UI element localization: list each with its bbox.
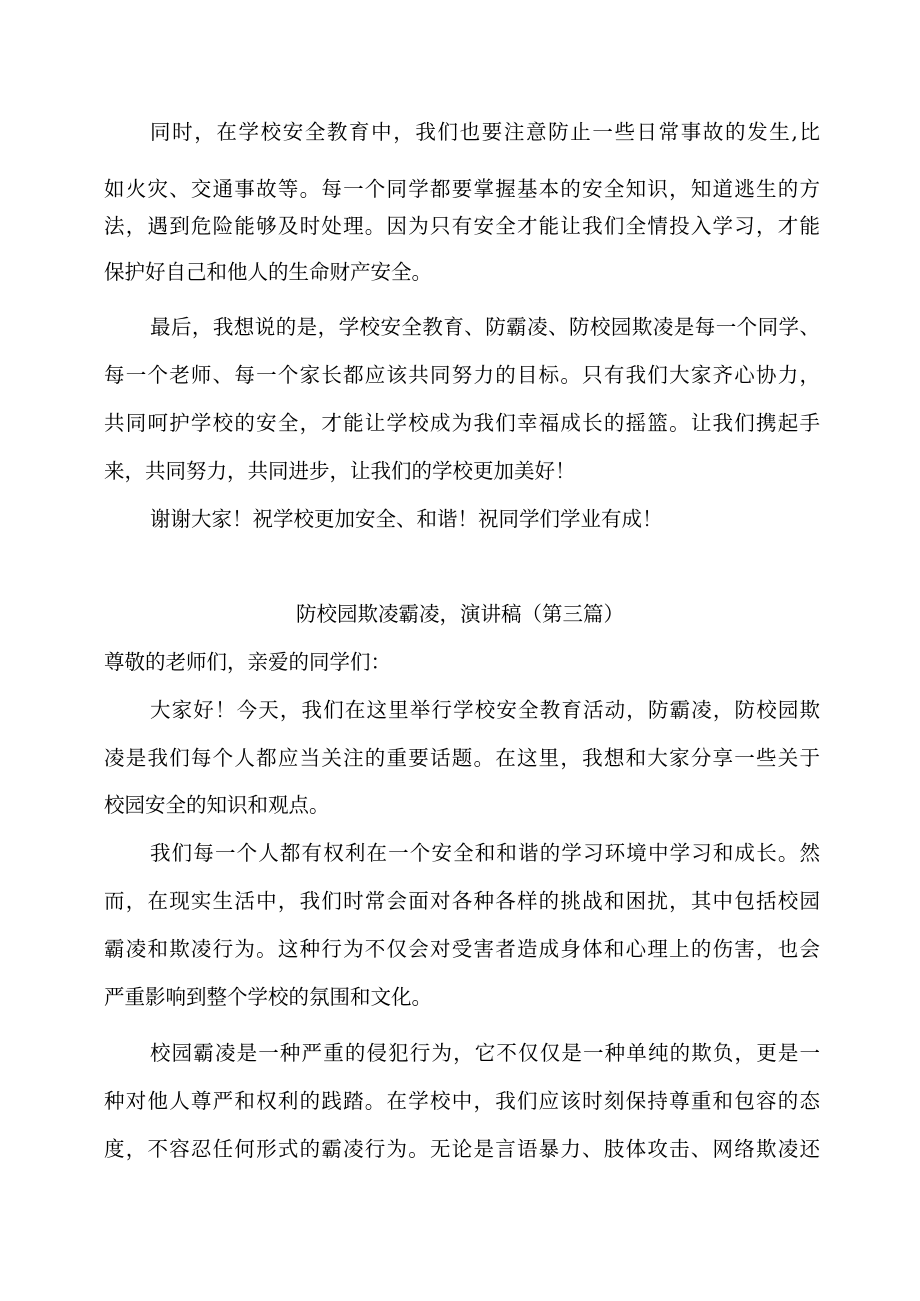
section-title: 防校园欺凌霸凌，演讲稿（第三篇）	[296, 602, 624, 626]
text-line: 保护好自己和他人的生命财产安全。	[104, 260, 432, 284]
text-line: 霸凌和欺凌行为。这种行为不仅会对受害者造成身体和心理上的伤害，也会	[104, 937, 820, 961]
salutation: 尊敬的老师们，亲爱的同学们：	[104, 650, 391, 674]
text-line: 如火灾、交通事故等。每一个同学都要掌握基本的安全知识，知道逃生的方	[104, 177, 820, 201]
text-line: 校园霸凌是一种严重的侵犯行为，它不仅仅是一种单纯的欺负，更是一	[150, 1041, 820, 1065]
text-line: 我们每一个人都有权利在一个安全和和谐的学习环境中学习和成长。然	[150, 841, 820, 865]
text-line: 而，在现实生活中，我们时常会面对各种各样的挑战和困扰，其中包括校园	[104, 889, 820, 913]
text-line: 凌是我们每个人都应当关注的重要话题。在这里，我想和大家分享一些关于	[104, 746, 820, 770]
text-line: 同时，在学校安全教育中，我们也要注意防止一些日常事故的发生,比	[150, 120, 820, 144]
text-line: 种对他人尊严和权利的践踏。在学校中，我们应该时刻保持尊重和包容的态	[104, 1089, 820, 1113]
text-line: 谢谢大家！祝学校更加安全、和谐！祝同学们学业有成！	[150, 507, 663, 531]
text-line: 共同呵护学校的安全，才能让学校成为我们幸福成长的摇篮。让我们携起手	[104, 411, 820, 435]
text-line: 每一个老师、每一个家长都应该共同努力的目标。只有我们大家齐心协力，	[104, 363, 820, 387]
text-line: 度，不容忍任何形式的霸凌行为。无论是言语暴力、肢体攻击、网络欺凌还	[104, 1137, 820, 1161]
text-line: 大家好！今天，我们在这里举行学校安全教育活动，防霸凌，防校园欺	[150, 698, 820, 722]
text-line: 来，共同努力，共同进步，让我们的学校更加美好！	[104, 459, 576, 483]
text-line: 最后，我想说的是，学校安全教育、防霸凌、防校园欺凌是每一个同学、	[150, 315, 820, 339]
text-line: 严重影响到整个学校的氛围和文化。	[104, 985, 432, 1009]
text-line: 校园安全的知识和观点。	[104, 793, 330, 817]
text-line: 法，遇到危险能够及时处理。因为只有安全才能让我们全情投入学习，才能	[104, 214, 820, 238]
